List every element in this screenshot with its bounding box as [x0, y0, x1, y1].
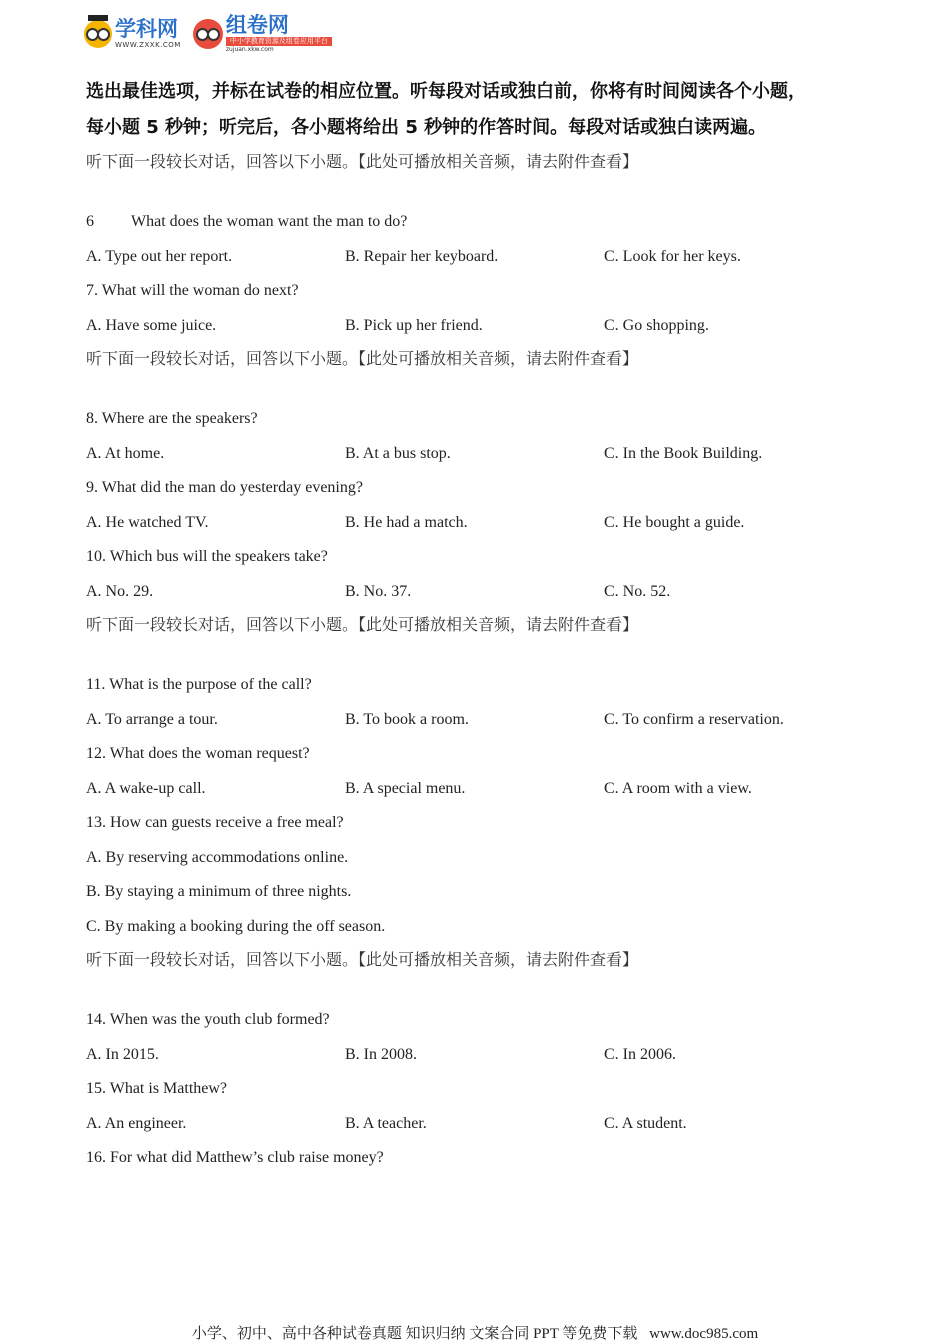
question-text: What will the woman do next?: [101, 282, 299, 299]
listen-note: 听下面一段较长对话，回答以下小题。【此处可播放相关音频，请去附件查看】: [86, 950, 639, 969]
question-15: [86, 1072, 866, 1107]
option-a: A. He watched TV.: [86, 513, 209, 531]
option-b: B. Pick up her friend.: [345, 316, 483, 334]
question-text: What did the man do yesterday evening?: [101, 479, 363, 496]
option-b: B. No. 37.: [345, 582, 412, 600]
question-6: [86, 205, 866, 240]
option-a: A. By reserving accommodations online.: [86, 848, 349, 866]
question-text: When was the youth club formed?: [109, 1011, 330, 1028]
option-a: A. At home.: [86, 444, 165, 462]
logo2-tag: 中小学教育资源及组卷应用平台: [226, 37, 332, 46]
question-7: [86, 274, 866, 309]
listen-note: 听下面一段较长对话，回答以下小题。【此处可播放相关音频，请去附件查看】: [86, 152, 639, 171]
question-14: [86, 1003, 866, 1038]
option-c: C. A student.: [604, 1114, 687, 1132]
option-b: B. To book a room.: [345, 710, 469, 728]
option-a: A. An engineer.: [86, 1114, 187, 1132]
question-16: [86, 1141, 866, 1176]
question-number: 11.: [86, 676, 106, 693]
question-text: How can guests receive a free meal?: [110, 814, 344, 831]
listen-note: 听下面一段较长对话，回答以下小题。【此处可播放相关音频，请去附件查看】: [86, 615, 639, 634]
option-c: C. Look for her keys.: [604, 247, 741, 265]
question-11: [86, 668, 866, 703]
question-9: [86, 471, 866, 506]
instruction-line-1: 选出最佳选项，并标在试卷的相应位置。听每段对话或独白前，你将有时间阅读各个小题，: [86, 81, 806, 102]
options-row: [86, 1107, 866, 1142]
owl-mascot-icon: [193, 19, 223, 49]
option-b: B. Repair her keyboard.: [345, 247, 499, 265]
zujuan-logo: [193, 15, 332, 53]
options-row: [86, 506, 866, 541]
option-a: A. A wake-up call.: [86, 779, 206, 797]
question-number: 7.: [86, 282, 98, 299]
footer-text: 小学、初中、高中各种试卷真题 知识归纳 文案合同 PPT 等免费下载: [191, 1326, 638, 1342]
options-row: [86, 1038, 866, 1073]
question-text: What is Matthew?: [109, 1080, 228, 1097]
question-number: 6: [86, 213, 94, 230]
footer-url: www.doc985.com: [649, 1326, 759, 1342]
option-b: B. By staying a minimum of three nights.: [86, 883, 352, 900]
options-row: [86, 772, 866, 807]
question-12: [86, 737, 866, 772]
question-text: What does the woman request?: [109, 745, 310, 762]
options-row: [86, 575, 866, 610]
option-c: C. In the Book Building.: [604, 444, 763, 462]
question-number: 8.: [86, 410, 98, 427]
option-c: C. By making a booking during the off season.: [86, 917, 386, 935]
question-number: 16.: [86, 1149, 106, 1166]
question-text: For what did Matthew’s club raise money?: [110, 1149, 384, 1166]
option-c: C. Go shopping.: [604, 316, 709, 334]
options-row: [86, 703, 866, 738]
option-a: A. No. 29.: [86, 582, 154, 600]
question-8: [86, 402, 866, 437]
logo2-url: zujuan.xkw.com: [225, 46, 274, 53]
question-text: What is the purpose of the call?: [109, 676, 312, 693]
page-footer: [0, 1322, 950, 1343]
option-b: B. A teacher.: [345, 1114, 427, 1132]
options-row: [86, 437, 866, 472]
logo1-url: WWW.ZXXK.COM: [115, 41, 181, 49]
question-text: Where are the speakers?: [101, 410, 258, 427]
owl-mascot-icon: [84, 20, 112, 48]
listen-note: 听下面一段较长对话，回答以下小题。【此处可播放相关音频，请去附件查看】: [86, 349, 639, 368]
instruction-line-2: 每小题 5 秒钟；听完后，各小题将给出 5 秒钟的作答时间。每段对话或独白读两遍。: [86, 117, 767, 138]
question-number: 14.: [86, 1011, 106, 1028]
question-number: 13.: [86, 814, 106, 831]
logo2-name: 组卷网: [225, 13, 289, 37]
question-text: What does the woman want the man to do?: [131, 213, 408, 230]
option-b: B. A special menu.: [345, 779, 466, 797]
option-c: C. A room with a view.: [604, 779, 752, 797]
option-c: C. No. 52.: [604, 582, 671, 600]
option-b: B. At a bus stop.: [345, 444, 451, 462]
options-row: [86, 309, 866, 344]
option-b: B. He had a match.: [345, 513, 468, 531]
question-13: [86, 806, 866, 841]
option-c: C. In 2006.: [604, 1045, 676, 1063]
logo1-name: 学科网: [115, 17, 178, 41]
question-number: 15.: [86, 1080, 106, 1097]
exam-content: [86, 74, 866, 1176]
option-b: B. In 2008.: [345, 1045, 417, 1063]
question-text: Which bus will the speakers take?: [109, 548, 328, 565]
question-number: 9.: [86, 479, 98, 496]
options-row: [86, 240, 866, 275]
option-a: A. Type out her report.: [86, 247, 233, 265]
question-number: 10.: [86, 548, 106, 565]
option-a: A. To arrange a tour.: [86, 710, 218, 728]
option-c: C. To confirm a reservation.: [604, 710, 784, 728]
option-a: A. Have some juice.: [86, 316, 217, 334]
option-a: A. In 2015.: [86, 1045, 159, 1063]
question-number: 12.: [86, 745, 106, 762]
question-10: [86, 540, 866, 575]
page-header: [84, 12, 332, 56]
zxxk-logo: [84, 19, 181, 49]
option-c: C. He bought a guide.: [604, 513, 745, 531]
